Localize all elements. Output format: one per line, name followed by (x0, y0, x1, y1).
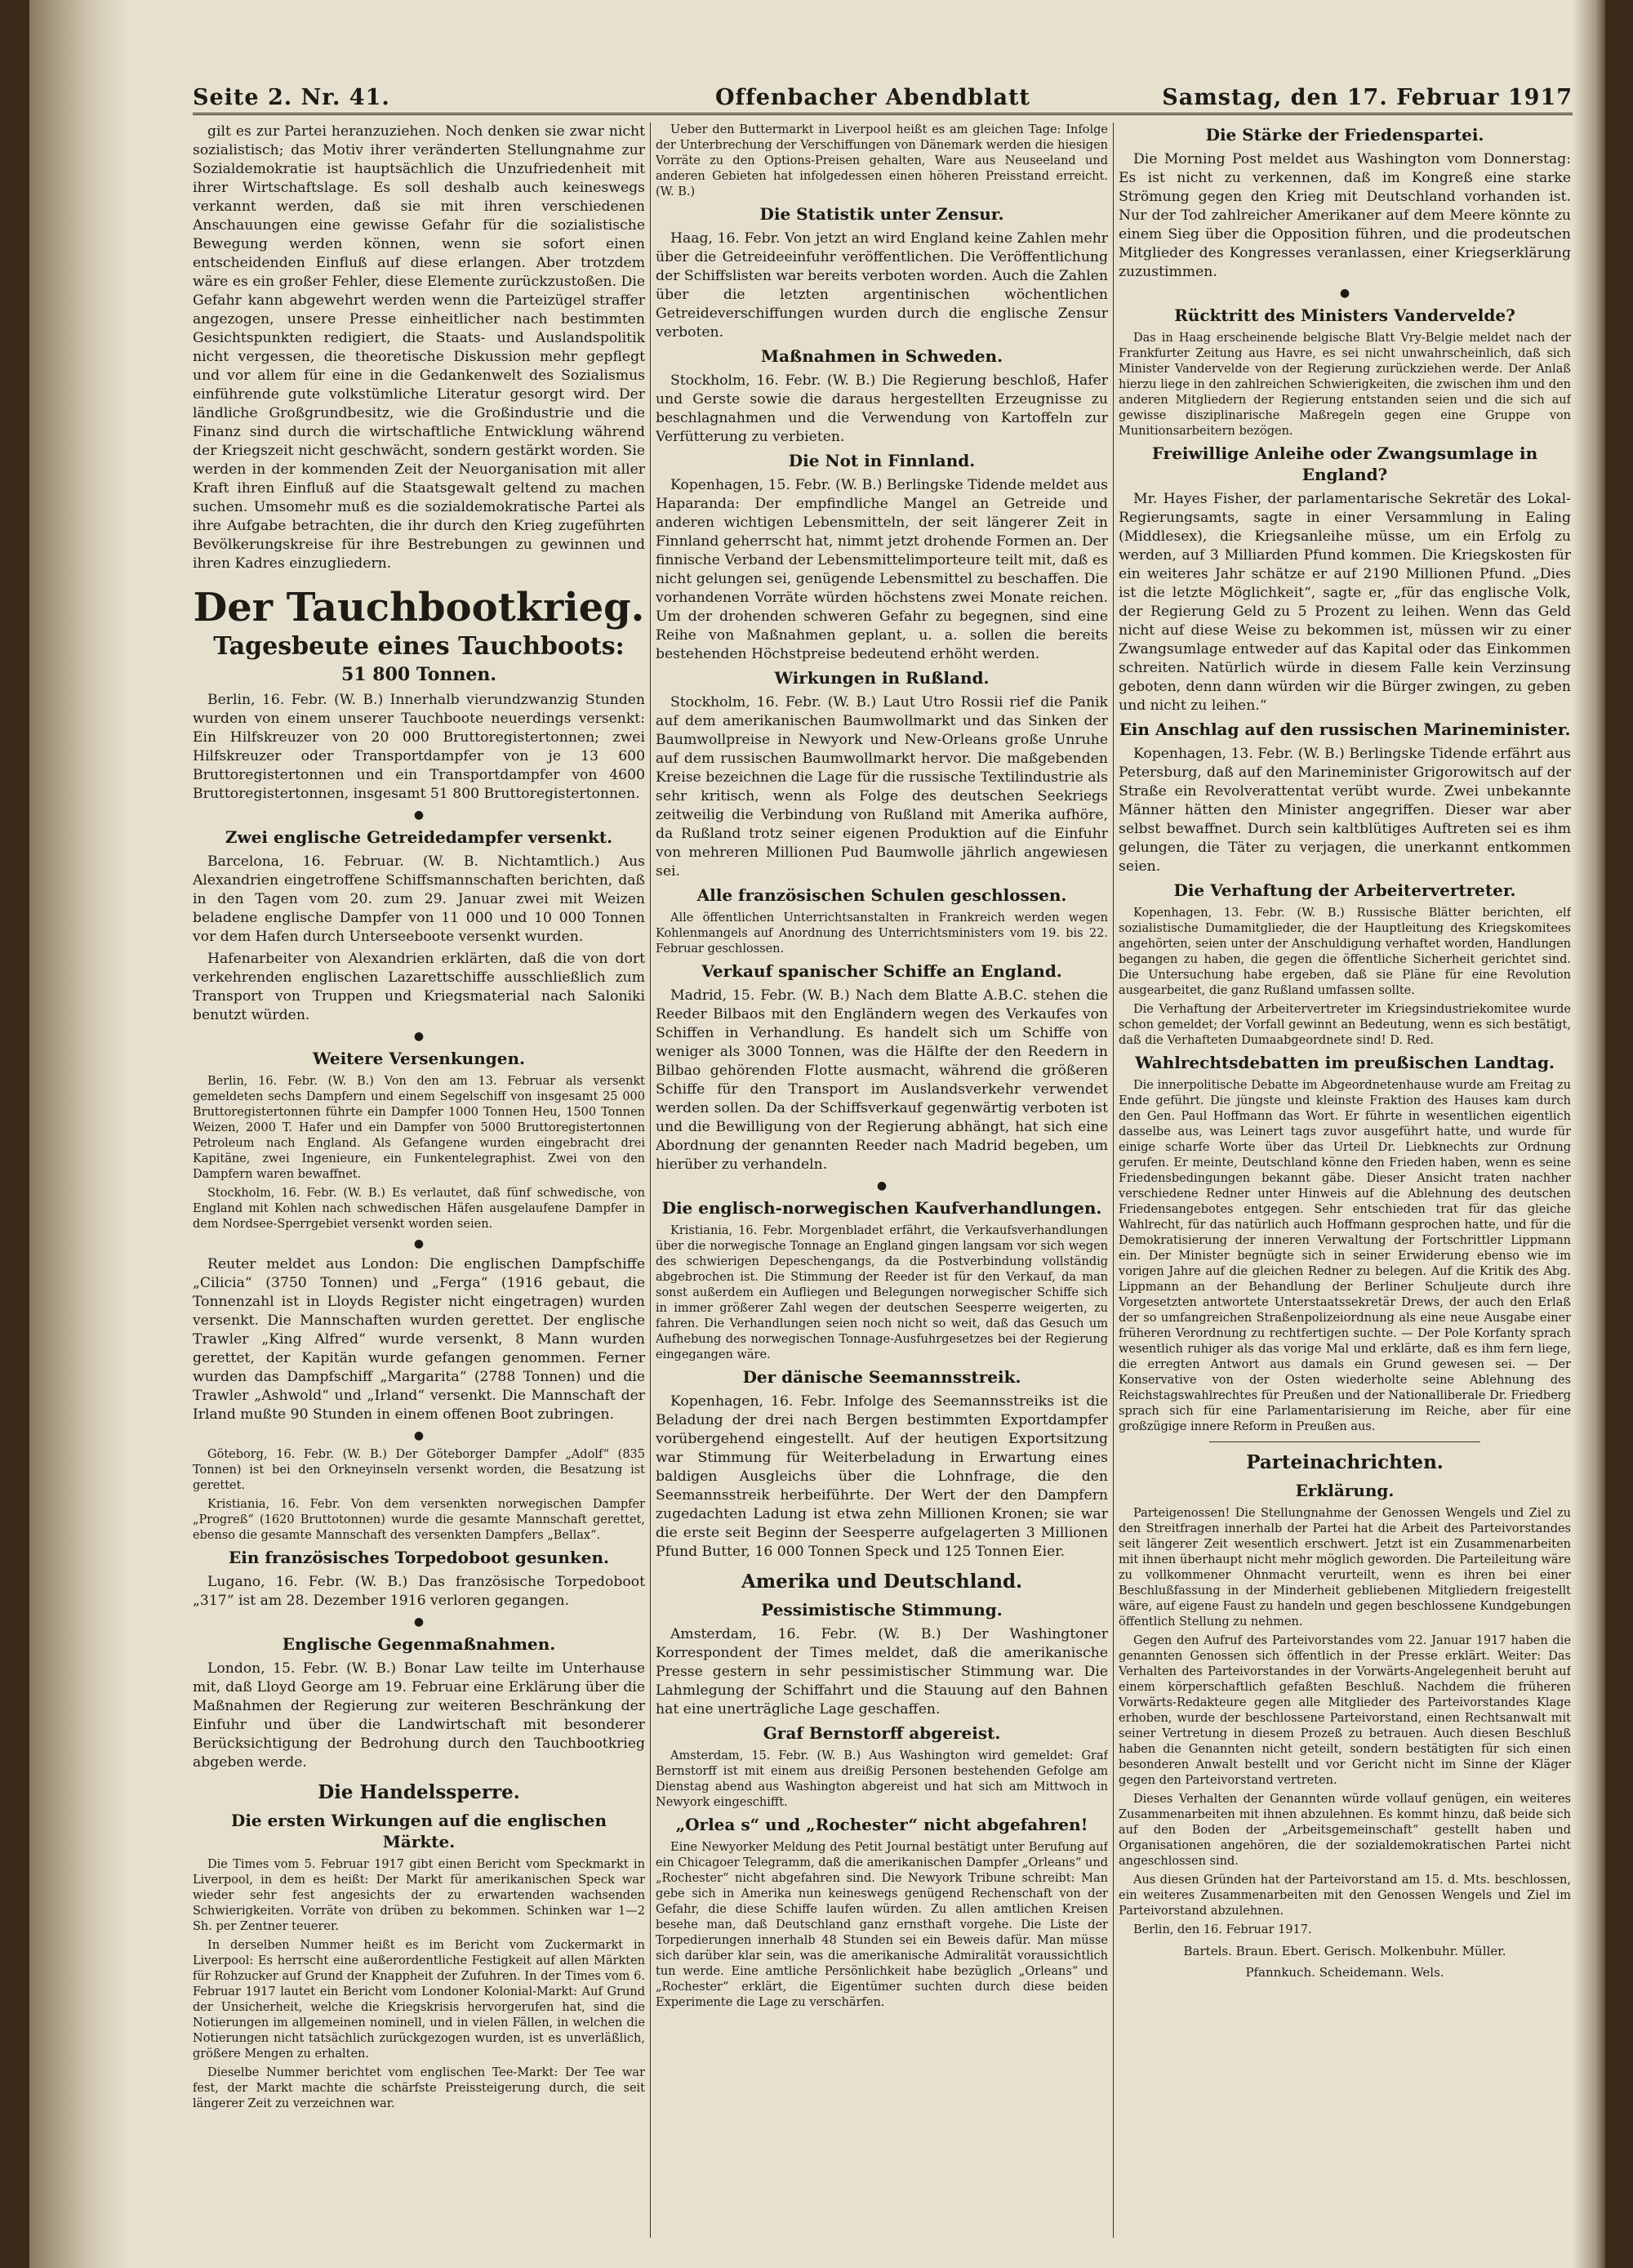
separator: ● (413, 1429, 425, 1442)
masthead: Offenbacher Abendblatt (715, 85, 1030, 110)
section-heading: Der dänische Seemannsstreik. (742, 1367, 1021, 1387)
column-rule (650, 123, 651, 2238)
page-header (193, 85, 1573, 115)
section-heading: Ein Anschlag auf den russischen Marineminister. (1119, 720, 1571, 739)
article-paragraph: gilt es zur Partei heranzuziehen. Noch denken sie zwar nicht sozialistisch; das Motiv ihrer veränderten Stellungnahme zur Sozialdemokratie ist hauptsächlich die Unzufriedenheit mit ihrer Wirtschaftslage. Es soll deshalb auch keineswegs verkannt werden, daß sie mit ihren verschiedenen Anschauungen eine gewisse Gefahr für die sozialistische Bewegung werden können, wenn sie sofort einen entscheidenden Einfluß auf diese erlangen. Aber trotzdem wäre es ein großer Fehler, diese Elemente zurückzustoßen. Die Gefahr kann abgewehrt werden wenn die Parteizügel straffer angezogen, unsere Presse einheitlicher nach bestimmten Gesichtspunkten redigiert, die Staats- und Auslandspolitik nicht vergessen, die theoretische Diskussion mehr gepflegt und vor allem für eine in die Gedankenwelt des Sozialismus einführende gute volkstümliche Literatur gesorgt wird. Der ländliche Großgrundbesitz, wie die Großindustrie und die Finanz sind durch die wirtschaftliche Entwicklung während der Kriegszeit nicht geschwächt, sondern gestärkt worden. Sie werden in der kommenden Zeit der Neuorganisation mit aller Kraft ihren Einfluß auf die Staatsgewalt geltend zu machen suchen. Umsomehr muß es die sozialdemokratische Partei als ihre Aufgabe betrachten, die ihr durch den Krieg zugeführten Bevölkerungskreise für ihre Bestrebungen zu gewinnen und ihren Kadres einzugliedern. (193, 123, 645, 572)
article-paragraph: Kristiania, 16. Febr. Von dem versenkten norwegischen Dampfer „Progreß“ (1620 Bruttotonnen) wurde die gesamte Mannschaft gerettet, ebenso die gesamte Mannschaft des versenkten Dampfers „Bellax“. (193, 1498, 645, 1542)
article-paragraph: Dieses Verhalten der Genannten würde vollauf genügen, ein weiteres Zusammenarbeiten mit ihnen abzulehnen. Es kommt hinzu, daß beide sich auf den Boden der „Arbeitsgemeinschaft“ gestellt haben und Organisationen angehören, die der sozialdemokratischen Partei nicht angeschlossen sind. (1119, 1793, 1571, 1868)
column-rule (1113, 123, 1114, 2238)
section-heading: Parteinachrichten. (1246, 1451, 1444, 1473)
article-paragraph: Die Morning Post meldet aus Washington vom Donnerstag: Es ist nicht zu verkennen, daß im Kongreß eine starke Strömung gegen den Krieg mit Deutschland vorhanden ist. Nur der Tod zahlreicher Amerikaner auf dem Meere könnte zu einem Sieg über die Opposition führen, und die prodeutschen Mitglieder des Kongresses veranlassen, einer Kriegserklärung zuzustimmen. (1119, 151, 1571, 280)
article-paragraph: Kopenhagen, 13. Febr. (W. B.) Berlingske Tidende erfährt aus Petersburg, daß auf den Marineminister Grigorowitsch auf der Straße ein Revolverattentat verübt wurde. Zwei unbekannte Männer hätten den Minister angegriffen. Dieser war aber selbst bewaffnet. Durch sein kaltblütiges Auftreten sei es ihm gelungen, die Täter zu verjagen, die unerkannt entkommen seien. (1119, 746, 1571, 875)
page-number: Seite 2. Nr. 41. (193, 85, 390, 110)
section-heading: Wirkungen in Rußland. (774, 668, 990, 688)
article-paragraph: Dieselbe Nummer berichtet vom englischen Tee-Markt: Der Tee war fest, der Markt machte die schärfste Preissteigerung durch, die seit längerer Zeit zu verzeichnen war. (193, 2066, 645, 2110)
section-heading: Weitere Versenkungen. (313, 1049, 525, 1068)
article-paragraph: Mr. Hayes Fisher, der parlamentarische Sekretär des Lokal-Regierungsamts, sagte in einer Versammlung in Ealing (Middlesex), die Kriegsanleihe müsse, um ein Erfolg zu werden, auf 3 Milliarden Pfund kommen. Die Kriegskosten für ein weiteres Jahr schätze er auf 2190 Millionen Pfund. „Dies ist die letzte Möglichkeit“, sagte er, „für das englische Volk, der Regierung Geld zu 5 Prozent zu leihen. Wenn das Geld nicht auf diese Weise zu bekommen ist, müssen wir zu einer Zwangsumlage entweder auf das Kapital oder das Einkommen schreiten. Natürlich würde in diesem Falle kein Verzinsung geboten, denn dann würden wir die Bürger zwingen, zu geben und nicht zu leihen.“ (1119, 491, 1571, 714)
subheadline: Tagesbeute eines Tauchboots: (213, 632, 625, 661)
article-paragraph: Kopenhagen, 16. Febr. Infolge des Seemannsstreiks ist die Beladung der drei nach Bergen bestimmten Exportdampfer vorübergehend eingestellt. Auf der heutigen Exportsitzung war Stimmung für Weiterbeladung in Erwartung eines baldigen Ausgleichs über die Lohnfrage, die den Seemannsstreik herbeiführte. Der Wert der den Dampfern zugedachten Ladung ist etwa zehn Millionen Kronen; sie war die erste seit Beginn der Seesperre aufgelagerten 3 Millionen Pfund Butter, 16 000 Tonnen Speck und 125 Tonnen Eier. (656, 1393, 1108, 1560)
signatories: Bartels. Braun. Ebert. Gerisch. Molkenbuhr. Müller. (1183, 1944, 1506, 1958)
article-paragraph: Aus diesen Gründen hat der Parteivorstand am 15. d. Mts. beschlossen, ein weiteres Zusammenarbeiten mit den Genossen Wengels und Ziel im Parteivorstand abzulehnen. (1119, 1874, 1571, 1918)
section-heading: Amerika und Deutschland. (741, 1571, 1023, 1593)
issue-date: Samstag, den 17. Februar 1917 (1162, 85, 1573, 110)
section-heading: Die Handelssperre. (318, 1781, 520, 1803)
divider (1209, 1441, 1480, 1442)
article-paragraph: Stockholm, 16. Febr. (W. B.) Es verlautet, daß fünf schwedische, von England mit Kohlen nach schwedischen Häfen ausgelaufene Dampfer in dem Nordsee-Sperrgebiet versenkt worden seien. (193, 1187, 645, 1231)
article-paragraph: Lugano, 16. Febr. (W. B.) Das französische Torpedoboot „317“ ist am 28. Dezember 1916 verloren gegangen. (193, 1574, 645, 1609)
section-heading: Graf Bernstorff abgereist. (763, 1723, 1001, 1743)
section-heading: Die englisch-norwegischen Kaufverhandlungen. (661, 1198, 1102, 1218)
section-heading: Zwei englische Getreidedampfer versenkt. (225, 827, 613, 847)
page-edge (1573, 0, 1605, 2268)
section-subheading: Pessimistische Stimmung. (761, 1600, 1003, 1620)
section-heading: „Orlea s“ und „Rochester“ nicht abgefahren! (675, 1815, 1088, 1834)
article-paragraph: Kopenhagen, 13. Febr. (W. B.) Russische Blätter berichten, elf sozialistische Dumamitglieder, die der Hauptleitung des Kriegskomitees angehörten, seien unter der Anschuldigung verhaftet worden, Handlungen begangen zu haben, die gegen die öffentliche Sicherheit gerichtet sind. Die Untersuchung habe ergeben, daß sie Pläne für eine Revolution ausgearbeitet, die ganz Rußland umfassen sollte. (1119, 907, 1571, 997)
section-heading: Rücktritt des Ministers Vandervelde? (1174, 305, 1515, 325)
column-3 (1119, 123, 1571, 2238)
signatories: Pfannkuch. Scheidemann. Wels. (1245, 1965, 1444, 1980)
article-paragraph: Barcelona, 16. Februar. (W. B. Nichtamtlich.) Aus Alexandrien eingetroffene Schiffsmannschaften berichten, daß in den Tagen vom 20. zum 29. Januar zwei mit Weizen beladene englische Dampfer von 11 000 und 10 000 Tonnen vor dem Hafen durch Unterseeboote versenkt wurden. (193, 853, 645, 945)
article-paragraph: Gegen den Aufruf des Parteivorstandes vom 22. Januar 1917 haben die genannten Genossen sich öffentlich in der Presse erklärt. Weiter: Das Verhalten des Parteivorstandes in der Vorwärts-Angelegenheit beruht auf einem körperschaftlich gefaßten Beschluß. Nachdem die früheren Vorwärts-Redakteure gegen alle Mitglieder des Parteivorstandes Klage erhoben, wurde der beschlossene Parteivorstand, einen Rechtsanwalt mit seiner Vertretung in diesem Prozeß zu betrauen. Auch diesen Beschluß haben die Genannten nicht geteilt, sondern bestätigten für sich einen besonderen Anwalt bestellt und vor Gericht nicht im Sinne der Kläger gegen den Parteivorstand vertreten. (1119, 1634, 1571, 1787)
article-paragraph: Die Times vom 5. Februar 1917 gibt einen Bericht vom Speckmarkt in Liverpool, in dem es heißt: Der Markt für amerikanischen Speck war wieder sehr fest angesichts der zu erwartenden wachsenden Schwierigkeiten. Vorräte von drüben zu bekommen. Schinken war 1—2 Sh. per Zentner teuerer. (193, 1858, 645, 1933)
separator: ● (876, 1179, 888, 1192)
article-paragraph: Amsterdam, 15. Febr. (W. B.) Aus Washington wird gemeldet: Graf Bernstorff ist mit einem aus dreißig Personen bestehenden Gefolge am Dienstag abend aus Washington abgereist und hat sich am Mittwoch in Newyork eingeschifft. (656, 1749, 1108, 1809)
page-binding (29, 0, 127, 2268)
article-paragraph: Die innerpolitische Debatte im Abgeordnetenhause wurde am Freitag zu Ende geführt. Die jüngste und kleinste Fraktion des Hauses kam durch den Gen. Paul Hoffmann das Wort. Er führte in wesentlichen eigentlich dasselbe aus, was Leinert tags zuvor ausgeführt hatte, und wurde für einige scharfe Worte über das Urteil Dr. Liebknechts zur Ordnung gerufen. Er meinte, Deutschland könne den Frieden haben, wenn es seine Friedensbedingungen bekannt gäbe. Dieser Ansicht traten nachher verschiedene Redner unter Hinweis auf die Ablehnung des deutschen Friedensangebotes entgegen. Sehr entschieden trat für das gleiche Wahlrecht, für das natürlich auch Hoffmann gesprochen hatte, und für die Demokratisierung der inneren Verwaltung der Fortschrittler Lippmann ein. Der Minister begnügte sich in seiner Erwiderung ebenso wie im vorigen Jahre auf die gleichen Redner zu belegen. Auf die Kritik des Abg. Lippmann an der Behandlung der Berliner Schuljeute durch ihre Vorgesetzten antwortete Unterstaatssekretär Drews, der auch den Erlaß der so umfangreichen Straßenpolizeiordnung als eine neue Ausgabe einer früheren Verordnung zu rechtfertigen suchte. — Der Pole Korfanty sprach wesentlich ruhiger als das vorige Mal und erklärte, daß es ihm fern liege, die erregten Antwort aus damals ein Grund gewesen sei. — Der Konservative von der Osten wiederholte seine Ablehnung des Reichstagswahlrechtes für Preußen und der Nationalliberale Dr. Friedberg sprach sich für eine Parlamentarisierung im Reiche, aber für eine großzügige innere Reform in Preußen aus. (1119, 1079, 1571, 1433)
article-paragraph: Göteborg, 16. Febr. (W. B.) Der Göteborger Dampfer „Adolf“ (835 Tonnen) ist bei den Orkneyinseln versenkt worden, die Besatzung ist gerettet. (193, 1448, 645, 1492)
section-heading: Wahlrechtsdebatten im preußischen Landtag. (1135, 1053, 1555, 1072)
article-paragraph: Parteigenossen! Die Stellungnahme der Genossen Wengels und Ziel zu den Streitfragen innerhalb der Partei hat die Arbeit des Parteivorstandes seit längerer Zeit wesentlich erschwert. Jetzt ist ein Zusammenarbeiten mit ihnen überhaupt nicht mehr möglich geworden. Die Parteileitung wäre zu vollkommener Ohnmacht verurteilt, wenn es ihren bei einer Beschlußfassung in der Minderheit gebliebenen Mitgliedern freigestellt wäre, auf eigene Faust zu handeln und gegen beschlossene Kundgebungen öffentlich Stellung zu nehmen. (1119, 1507, 1571, 1629)
section-heading: Die Statistik unter Zensur. (759, 204, 1004, 224)
section-heading: Freiwillige Anleihe oder Zwangsumlage in England? (1151, 443, 1538, 484)
article-paragraph: Kopenhagen, 15. Febr. (W. B.) Berlingske Tidende meldet aus Haparanda: Der empfindliche Mangel an Getreide und anderen wichtigen Lebensmitteln, der seit längerer Zeit in Finnland geherrscht hat, nimmt jetzt drohende Formen an. Der finnische Verband der Lebensmittelimporteure teilt mit, daß es nicht gelungen sei, genügende Lebensmittel zu beschaffen. Die vorhandenen Vorräte würden höchstens zwei Monate reichen. Um der drohenden schweren Gefahr zu begegnen, sind eine Reihe von Maßnahmen geplant, u. a. sollen die bereits bestehenden Höchstpreise bedeutend erhöht werden. (656, 477, 1108, 662)
section-heading: Ein französisches Torpedoboot gesunken. (229, 1548, 609, 1567)
section-heading: Die Verhaftung der Arbeitervertreter. (1173, 880, 1516, 900)
article-paragraph: Berlin, 16. Febr. (W. B.) Innerhalb vierundzwanzig Stunden wurden von einem unserer Tauchboote neuerdings versenkt: Ein Hilfskreuzer von 20 000 Bruttoregistertonnen; zwei Hilfskreuzer oder Transportdampfer von je 13 600 Bruttoregistertonnen und ein Transportdampfer von 4600 Bruttoregistertonnen, insgesamt 51 800 Bruttoregistertonnen. (193, 692, 645, 802)
section-heading: Die Stärke der Friedenspartei. (1205, 125, 1484, 145)
section-heading: Verkauf spanischer Schiffe an England. (701, 961, 1062, 981)
dateline: Berlin, den 16. Februar 1917. (1133, 1923, 1312, 1936)
section-subheading: Erklärung. (1295, 1481, 1395, 1500)
article-paragraph: Eine Newyorker Meldung des Petit Journal bestätigt unter Berufung auf ein Chicagoer Telegramm, daß die amerikanischen Dampfer „Orleans“ und „Rochester“ nicht abgefahren sind. Die Newyork Tribune schreibt: Man gebe sich in Amerika nun keineswegs genügend Rechenschaft von der Gefahr, die diese Schiffe laufen würden. Zu allen amtlichen Kreisen besehe man, daß Deutschland ganz ernsthaft vorgehe. Die Liste der Torpedierungen innerhalb 48 Stunden sei ein Beweis dafür. Man müsse sich darüber klar sein, was die amerikanische Admiralität voraussichtlich tun werde. Eine amtliche Persönlichkeit habe bezüglich „Orleans“ und „Rochester“ erklärt, die Eigentümer suchten durch diese beiden Experimente die Lage zu verschärfen. (656, 1841, 1108, 2009)
article-paragraph: Haag, 16. Febr. Von jetzt an wird England keine Zahlen mehr über die Getreideeinfuhr veröffentlichen. Die Veröffentlichung der Schiffslisten war bereits verboten worden. Auch die Zahlen über die letzten argentinischen wöchentlichen Getreideverschiffungen wurden durch die englische Zensur verboten. (656, 230, 1108, 341)
subheadline: 51 800 Tonnen. (340, 664, 497, 685)
separator: ● (413, 809, 425, 822)
separator: ● (413, 1237, 425, 1250)
headline: Der Tauchbootkrieg. (193, 585, 645, 630)
article-paragraph: Stockholm, 16. Febr. (W. B.) Laut Utro Rossii rief die Panik auf dem amerikanischen Baumwollmarkt und das Sinken der Baumwollpreise in Newyork und New-Orleans große Unruhe auf dem russischen Baumwollmarkt hervor. Die maßgebenden Kreise bezeichnen die Lage für die russische Textilindustrie als sehr kritisch, wenn als Folge des deutschen Seekriegs zeitweilig die Verbindung von Rußland mit Amerika aufhöre, da Rußland trotz seiner eigenen Produktion auf die Einfuhr von mehreren Millionen Pud Baumwolle jährlich angewiesen sei. (656, 694, 1108, 880)
article-paragraph: Madrid, 15. Febr. (W. B.) Nach dem Blatte A.B.C. stehen die Reeder Bilbaos mit den Engländern wegen des Verkaufes von Schiffen in Verhandlung. Es handelt sich um Schiffe von weniger als 3000 Tonnen, was die Hälfte der den Reedern in Bilbao gehörenden Flotte ausmacht, während die größeren Schiffe für den Transport im Auslandsverkehr verwendet werden sollen. Da der Schiffsverkauf gegenwärtig verboten ist und die Bewilligung von der Regierung abhängt, hat sich eine Abordnung der genannten Reeder nach Madrid begeben, um hierüber zu verhandeln. (656, 987, 1108, 1173)
newspaper-page (29, 0, 1605, 2268)
article-paragraph: Reuter meldet aus London: Die englischen Dampfschiffe „Cilicia“ (3750 Tonnen) und „Ferga“ (1916 gebaut, die Tonnenzahl ist in Lloyds Register nicht eingetragen) wurden versenkt. Die Mannschaften wurden gerettet. Der englische Trawler „King Alfred“ wurde versenkt, 8 Mann wurden gerettet, der Kapitän wurde gefangen genommen. Ferner wurden das Dampfschiff „Margarita“ (2788 Tonnen) und die Trawler „Ashwold“ und „Irland“ versenkt. Die Mannschaft der Irland mußte 90 Stunden in einem offenen Boot zubringen. (193, 1256, 645, 1423)
article-paragraph: Amsterdam, 16. Febr. (W. B.) Der Washingtoner Korrespondent der Times meldet, daß die amerikanische Presse gestern in sehr pessimistischer Stimmung war. Die Lahmlegung der Schiffahrt und die Stauung auf den Bahnen hat eine unerträgliche Lage geschaffen. (656, 1626, 1108, 1718)
section-heading: Die Not in Finnland. (788, 451, 976, 470)
column-2 (656, 123, 1108, 2238)
article-paragraph: Alle öffentlichen Unterrichtsanstalten in Frankreich werden wegen Kohlenmangels auf Anordnung des Unterrichtsministers vom 19. bis 22. Februar geschlossen. (656, 911, 1108, 956)
separator: ● (413, 1615, 425, 1629)
article-paragraph: Kristiania, 16. Febr. Morgenbladet erfährt, die Verkaufsverhandlungen über die norwegische Tonnage an England gingen langsam vor sich wegen des schwierigen Depeschengangs, da die Postverbindung vollständig abgebrochen ist. Die Stimmung der Reeder ist für den Verkauf, da man sonst außerdem ein Aufliegen und Belegungen norwegischer Schiffe sich in immer größerer Zahl wegen der deutschen Seesperre weigerten, zu fahren. Die Verhandlungen seien noch nicht so weit, daß das Gesuch um Aufhebung des norwegischen Tonnage-Ausfuhrgesetzes bei der Regierung eingegangen wäre. (656, 1224, 1108, 1361)
article-paragraph: Die Verhaftung der Arbeitervertreter im Kriegsindustriekomitee wurde schon gemeldet; der Vorfall gewinnt an Bedeutung, wenn es sich bestätigt, daß die Verhafteten Dumaabgeordnete sind! D. Red. (1119, 1003, 1571, 1047)
section-heading: Alle französischen Schulen geschlossen. (696, 885, 1067, 905)
separator: ● (413, 1030, 425, 1043)
article-paragraph: Ueber den Buttermarkt in Liverpool heißt es am gleichen Tage: Infolge der Unterbrechung der Verschiffungen von Dänemark werden die hiesigen Vorräte zu den Options-Preisen gehalten, Ware aus Neuseeland und anderen Gebieten hat infolgedessen einen höheren Preisstand erreicht. (W. B.) (656, 123, 1108, 198)
article-paragraph: In derselben Nummer heißt es im Bericht vom Zuckermarkt in Liverpool: Es herrscht eine außerordentliche Festigkeit auf allen Märkten für Rohzucker auf Grund der Knappheit der Zufuhren. In der Times vom 6. Februar 1917 lautet ein Bericht vom Londoner Kolonial-Markt: Auf Grund der Unsicherheit, welche die Kriegskrisis hervorgerufen hat, sind die Notierungen im allgemeinen nominell, und in vielen Fällen, in welchen die Notierungen nicht tatsächlich zurückgezogen wurden, ist es unverläßlich, größere Mengen zu erhalten. (193, 1939, 645, 2061)
article-paragraph: London, 15. Febr. (W. B.) Bonar Law teilte im Unterhause mit, daß Lloyd George am 19. Februar eine Erklärung über die Maßnahmen der Regierung zur weiteren Beschränkung der Einfuhr und über die Landwirtschaft mit besonderer Berücksichtigung der Bedrohung durch den Tauchbootkrieg abgeben werde. (193, 1660, 645, 1771)
article-paragraph: Stockholm, 16. Febr. (W. B.) Die Regierung beschloß, Hafer und Gerste sowie die daraus hergestellten Erzeugnisse zu beschlagnahmen und die Verwendung von Kartoffeln zur Verfütterung zu verbieten. (656, 372, 1108, 445)
article-paragraph: Hafenarbeiter von Alexandrien erklärten, daß die von dort verkehrenden englischen Lazarettschiffe ausschließlich zum Transport von Truppen und Kriegsmaterial nach Saloniki benutzt würden. (193, 951, 645, 1023)
column-1 (193, 123, 645, 2238)
separator: ● (1339, 287, 1350, 300)
section-heading: Maßnahmen in Schweden. (760, 346, 1003, 366)
article-paragraph: Das in Haag erscheinende belgische Blatt Vry-Belgie meldet nach der Frankfurter Zeitung aus Havre, es sei nicht unwahrscheinlich, daß sich Minister Vandervelde von der Regierung zurückziehen werde. Der Anlaß hierzu liege in den zahlreichen Schwierigkeiten, die zwischen ihm und den anderen Mitgliedern der Regierung entstanden seien und die sich auf gewisse disziplinarische Maßregeln gegen eine Gruppe von Munitionsarbeitern bezögen. (1119, 332, 1571, 438)
section-heading: Englische Gegenmaßnahmen. (282, 1634, 556, 1654)
article-paragraph: Berlin, 16. Febr. (W. B.) Von den am 13. Februar als versenkt gemeldeten sechs Dampfern und einem Segelschiff von insgesamt 25 000 Bruttoregistertonnen führte ein Dampfer 1000 Tonnen Heu, 1500 Tonnen Weizen, 2000 T. Hafer und ein Dampfer von 5000 Bruttoregistertonnen Petroleum nach England. Als Gefangene wurden eingebracht drei Kapitäne, zwei Ingenieure, ein Funkentelegraphist. Zwei von den Dampfern waren bewaffnet. (193, 1075, 645, 1181)
section-heading: Die ersten Wirkungen auf die englischen Märkte. (230, 1811, 607, 1851)
